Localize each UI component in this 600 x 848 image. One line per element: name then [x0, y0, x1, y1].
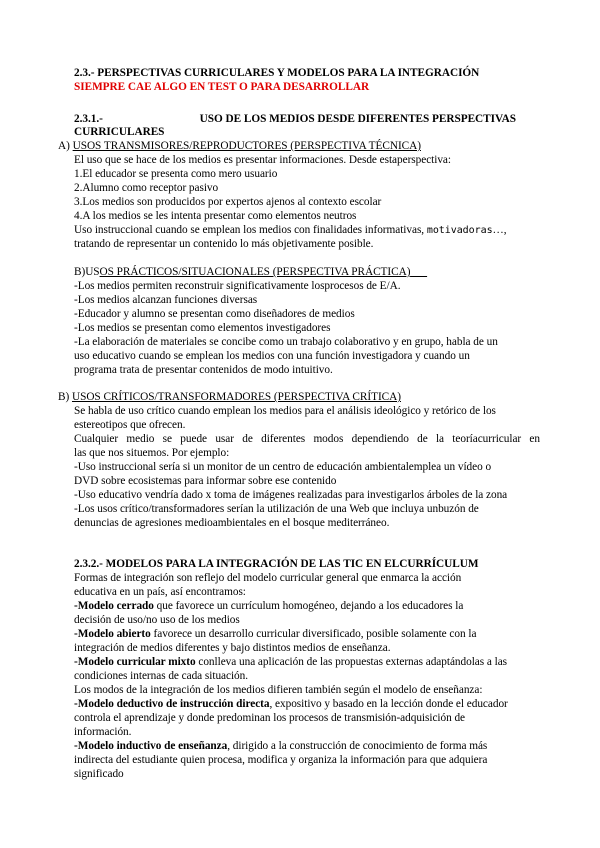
model-name: -Modelo abierto — [74, 628, 151, 640]
model-name: -Modelo deductivo de instrucción directa — [74, 698, 270, 710]
model-name: -Modelo curricular mixto — [74, 656, 196, 668]
paragraph-line: educativa en un país, así encontramos: — [74, 586, 246, 598]
model-name: -Modelo cerrado — [74, 600, 154, 612]
list-item: -Uso educativo vendría dado x toma de imágenes realizadas para investigarlos árboles de la zona — [74, 489, 508, 501]
model-description: , dirigido a la construcción de conocimiento de forma más — [227, 740, 488, 752]
subsection-title-text: USO DE LOS MEDIOS DESDE DIFERENTES PERSPECTIVAS — [199, 113, 516, 125]
paragraph-line: Los modos de la integración de los medios difieren también según el modelo de enseñanza: — [74, 684, 483, 696]
model-description: favorece un desarrollo curricular diversificado, posible solamente con la — [150, 628, 477, 640]
part-a-title: USOS TRANSMISORES/REPRODUCTORES (PERSPECTIVA TÉCNICA) — [72, 140, 421, 152]
model-item — [74, 599, 544, 613]
list-item: denuncias de agresiones medioambientales en el bosque mediterráneo. — [74, 517, 390, 529]
paragraph-line: condiciones internas de cada situación. — [74, 670, 249, 682]
model-item — [74, 627, 544, 641]
list-item: 4.A los medios se les intenta presentar como elementos neutros — [74, 210, 357, 222]
list-item: -Los medios alcanzan funciones diversas — [74, 294, 258, 306]
paragraph-line: tratando de representar un contenido lo más objetivamente posible. — [74, 238, 374, 250]
list-item: DVD sobre ecosistemas para informar sobre ese contenido — [74, 475, 337, 487]
underline-tail — [410, 266, 427, 278]
paragraph-line: indirecta del estudiante quien procesa, modifica y organiza la información para que adquiera — [74, 754, 488, 766]
part-c-letter: B) — [58, 391, 70, 403]
subsection-title-line2: CURRICULARES — [74, 126, 165, 138]
model-name: -Modelo inductivo de enseñanza — [74, 740, 228, 752]
paragraph-text: …, — [492, 224, 507, 236]
paragraph-text: Uso instruccional cuando se emplean los medios con finalidades informativas, — [74, 224, 427, 236]
list-item: -Los medios se presentan como elementos investigadores — [74, 322, 331, 334]
paragraph-line: integración de medios diferentes y bajo distintos medios de enseñanza. — [74, 642, 391, 654]
model-description: que favorece un currículum homogéneo, dejando a los educadores la — [153, 600, 464, 612]
list-item: -Los medios permiten reconstruir significativamente losprocesos de E/A. — [74, 280, 401, 292]
model-item — [74, 739, 544, 753]
list-item: 3.Los medios son producidos por expertos ajenos al contexto escolar — [74, 196, 382, 208]
paragraph-line: significado — [74, 768, 124, 780]
subsection-2-3-2-title: 2.3.2.- MODELOS PARA LA INTEGRACIÓN DE LAS TIC EN ELCURRÍCULUM — [74, 558, 479, 570]
part-a-letter: A) — [58, 140, 70, 152]
paragraph-line: Se habla de uso crítico cuando emplean los medios para el análisis ideológico y retórico de los — [74, 405, 496, 417]
paragraph-line: decisión de uso/no uso de los medios — [74, 614, 240, 626]
part-b-title: OS PRÁCTICOS/SITUACIONALES (PERSPECTIVA PRÁCTICA) — [99, 266, 411, 278]
model-description: , expositivo y basado en la lección donde el educador — [269, 698, 508, 710]
list-item: 2.Alumno como receptor pasivo — [74, 182, 219, 194]
paragraph-line: Cualquier medio se puede usar de diferentes modos dependiendo de la teoríacurricular en — [74, 433, 540, 445]
list-item: -Uso instruccional sería si un monitor de un centro de educación ambientalemplea un vídeo o — [74, 461, 492, 473]
part-a-heading — [58, 139, 528, 153]
paragraph-line: Formas de integración son reflejo del modelo curricular general que enmarca la acción — [74, 572, 462, 584]
paragraph-line: programa trata de presentar contenidos de modo intuitivo. — [74, 364, 333, 376]
paragraph-line — [74, 223, 544, 238]
list-item: -Los usos crítico/transformadores serían la utilización de una Web que incluya unbuzón de — [74, 503, 479, 515]
model-item — [74, 655, 544, 669]
model-item — [74, 697, 544, 711]
model-description: conlleva una aplicación de las propuestas externas adaptándolas a las — [195, 656, 508, 668]
section-title: 2.3.- PERSPECTIVAS CURRICULARES Y MODELOS PARA LA INTEGRACIÓN — [74, 67, 480, 79]
paragraph-line: El uso que se hace de los medios es presentar informaciones. Desde estaperspectiva: — [74, 154, 451, 166]
part-c-title: USOS CRÍTICOS/TRANSFORMADORES (PERSPECTIVA CRÍTICA) — [71, 391, 401, 403]
paragraph-line: estereotipos que ofrecen. — [74, 419, 186, 431]
paragraph-line: información. — [74, 726, 132, 738]
emphasis-word: motivadoras — [426, 225, 493, 236]
exam-note: SIEMPRE CAE ALGO EN TEST O PARA DESARROLLAR — [74, 81, 370, 93]
paragraph-line: controla el aprendizaje y donde predominan los procesos de transmisión-adquisición de — [74, 712, 466, 724]
list-item: 1.El educador se presenta como mero usuario — [74, 168, 278, 180]
subsection-number: 2.3.1.- — [74, 113, 103, 125]
part-b-heading — [74, 265, 544, 279]
part-b-prefix: B)US — [74, 266, 100, 278]
paragraph-line: uso educativo cuando se emplean los medios con una función investigadora y cuando un — [74, 350, 470, 362]
part-c-heading — [58, 390, 528, 404]
list-item: -La elaboración de materiales se concibe como un trabajo colaborativo y en grupo, habla de un — [74, 336, 498, 348]
paragraph-line: las que nos situemos. Por ejemplo: — [74, 447, 230, 459]
list-item: -Educador y alumno se presentan como diseñadores de medios — [74, 308, 355, 320]
